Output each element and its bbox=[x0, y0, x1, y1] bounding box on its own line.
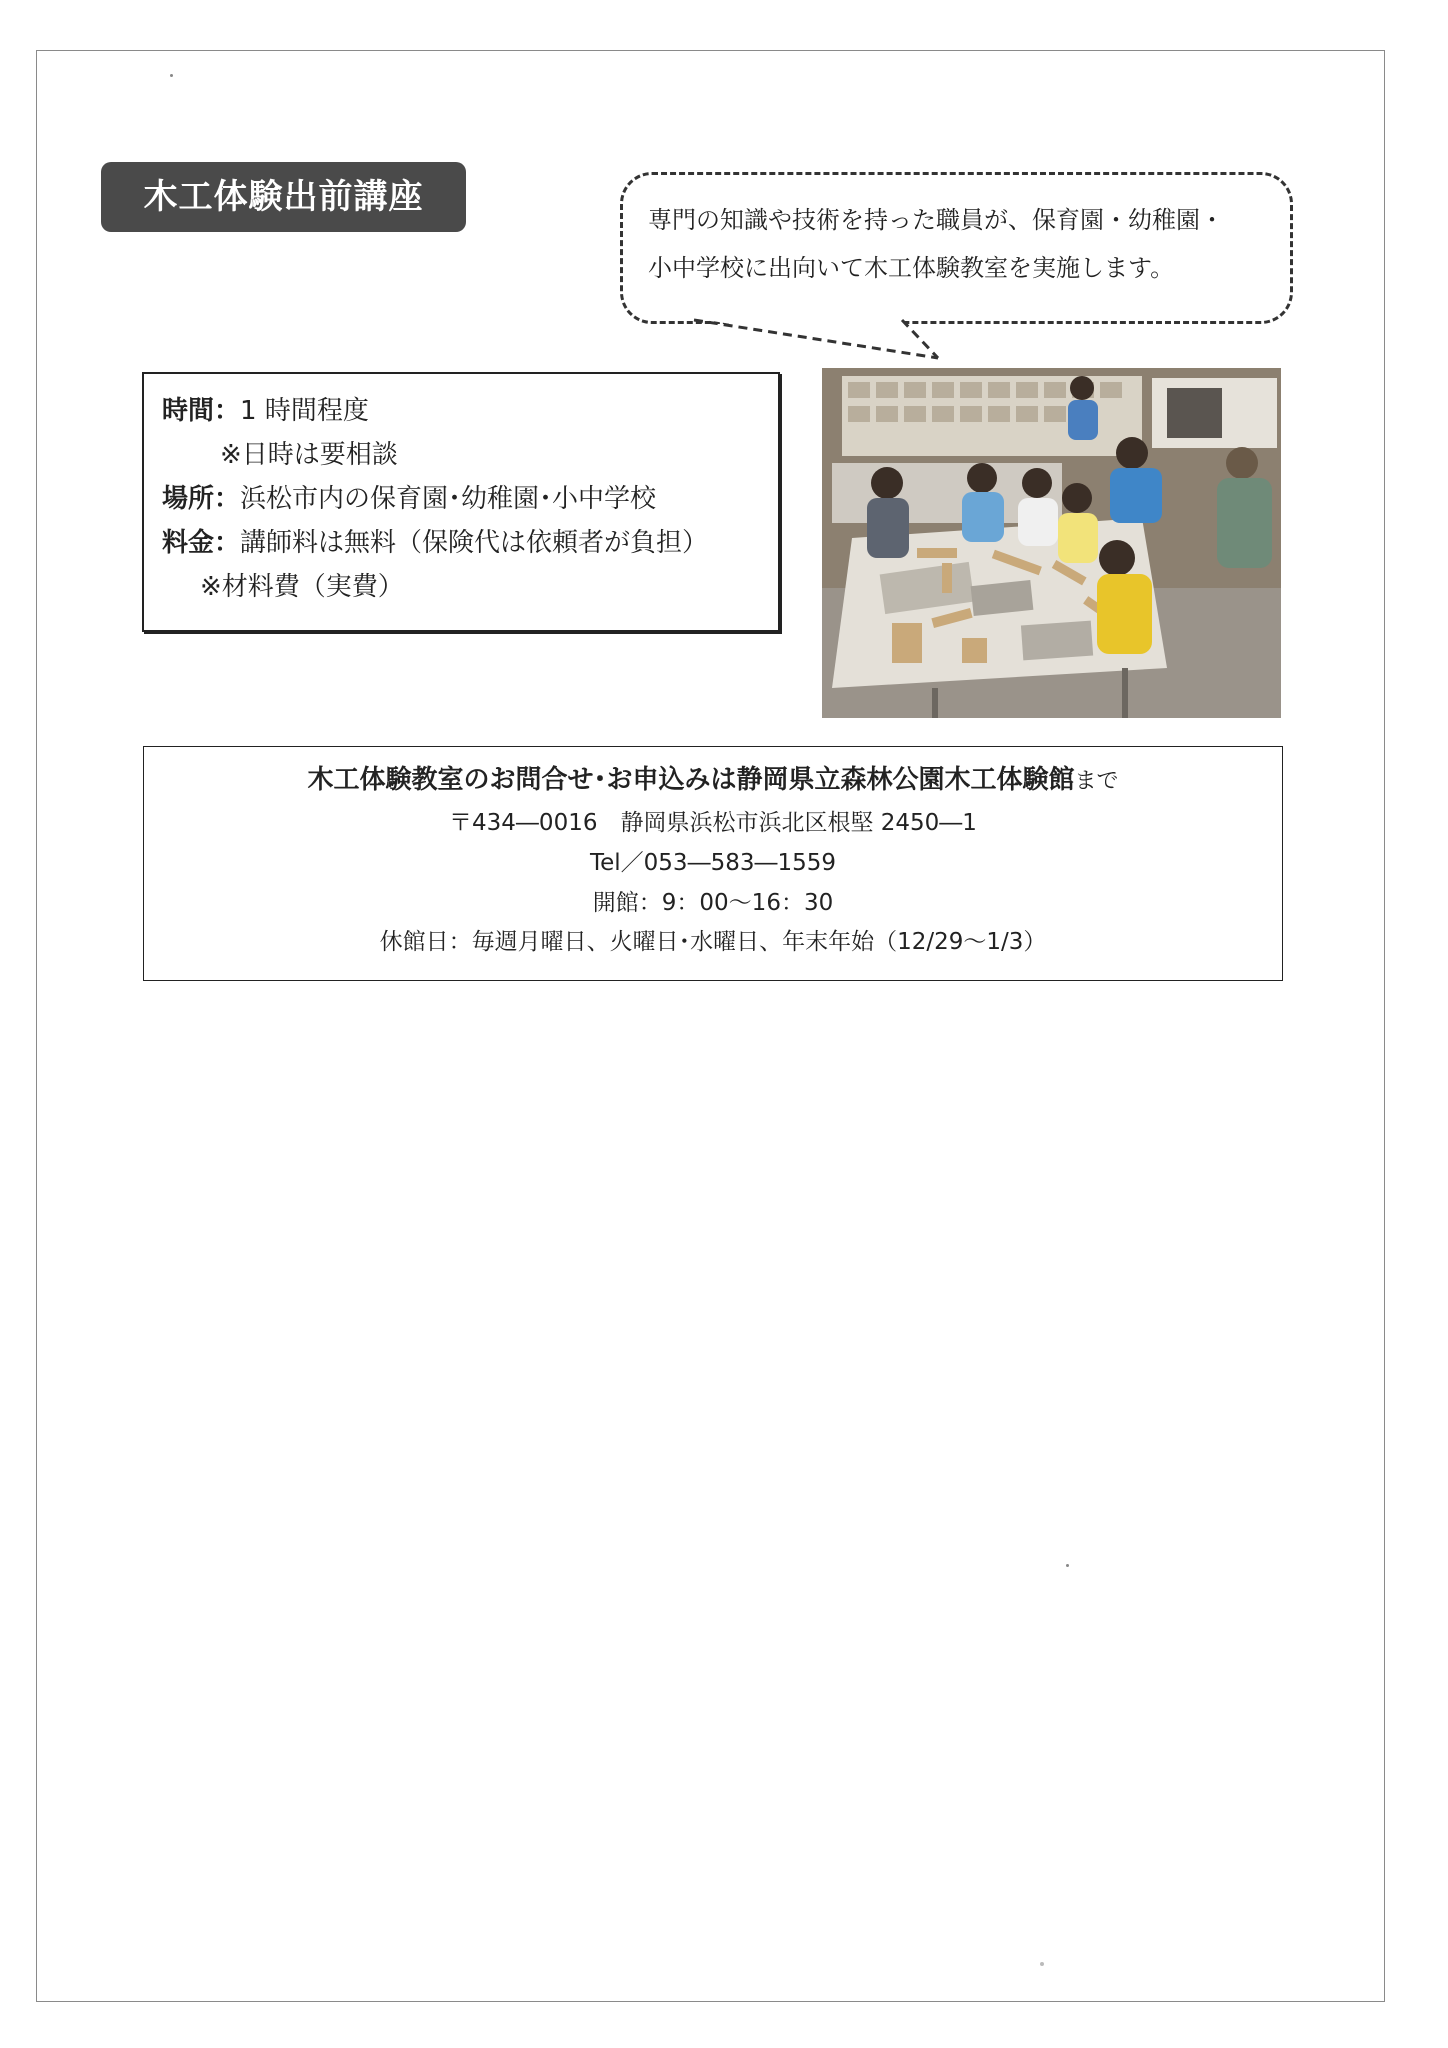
scan-speck bbox=[170, 74, 173, 77]
scan-speck bbox=[1066, 1564, 1069, 1567]
scan-speck bbox=[1040, 1962, 1044, 1966]
time-value: 1 時間程度 bbox=[240, 396, 369, 426]
contact-address: 〒434―0016 静岡県浜松市浜北区根堅 2450―1 bbox=[449, 810, 977, 836]
time-row bbox=[162, 396, 369, 426]
time-label: 時間 bbox=[162, 396, 215, 426]
contact-heading: 木工体験教室のお問合せ･お申込みは静岡県立森林公園木工体験館 bbox=[307, 765, 1075, 795]
contact-heading-suffix: まで bbox=[1074, 769, 1119, 794]
bubble-line-1: 専門の知識や技術を持った職員が、保育園・幼稚園・ bbox=[648, 206, 1224, 234]
fee-row bbox=[162, 528, 708, 558]
speech-bubble-tail bbox=[690, 318, 950, 362]
fee-label: 料金 bbox=[162, 528, 215, 558]
children-woodworking-photo bbox=[822, 368, 1281, 718]
place-value: 浜松市内の保育園･幼稚園･小中学校 bbox=[240, 484, 657, 514]
contact-heading-row bbox=[143, 762, 1283, 800]
label-colon: ： bbox=[214, 484, 241, 514]
label-colon: ： bbox=[214, 528, 241, 558]
fee-value: 講師料は無料（保険代は依頼者が負担） bbox=[240, 528, 709, 558]
contact-closed-days: 休館日：毎週月曜日、火曜日･水曜日、年末年始（12/29～1/3） bbox=[379, 929, 1047, 955]
page-title: 木工体験出前講座 bbox=[101, 162, 466, 232]
contact-tel: Tel／053―583―1559 bbox=[589, 850, 836, 876]
place-label: 場所 bbox=[162, 484, 215, 514]
fee-note: ※材料費（実費） bbox=[200, 572, 404, 602]
photo-illustration bbox=[822, 368, 1281, 718]
bubble-text bbox=[648, 196, 1288, 292]
place-row bbox=[162, 484, 656, 514]
bubble-line-2: 小中学校に出向いて木工体験教室を実施します。 bbox=[648, 254, 1175, 282]
time-note: ※日時は要相談 bbox=[220, 440, 398, 470]
contact-hours: 開館：9：00～16：30 bbox=[592, 890, 834, 916]
label-colon: ： bbox=[214, 396, 241, 426]
